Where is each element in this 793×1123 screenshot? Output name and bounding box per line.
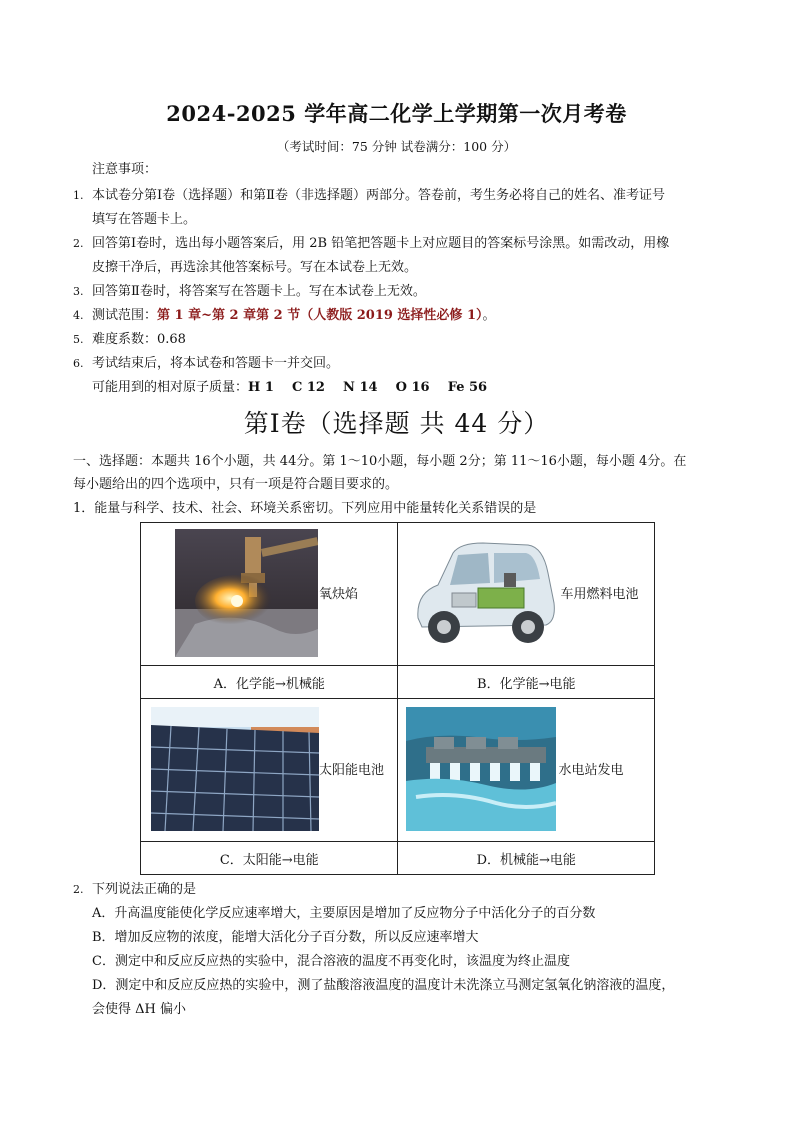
notice-num-3: 3.: [73, 285, 84, 298]
notice-item-1-line-1: 本试卷分第Ⅰ卷（选择题）和第Ⅱ卷（非选择题）两部分。答卷前，考生务必将自己的姓名、准考证号: [92, 188, 665, 203]
notice-num-5: 5.: [73, 333, 84, 346]
q2-option-b: B．增加反应物的浓度，能增大活化分子百分数，所以反应速率增大: [92, 930, 479, 945]
section-title: 第Ⅰ卷（选择题 共 44 分）: [243, 409, 550, 438]
q1-option-b: B．化学能→电能: [398, 666, 655, 699]
atomic-mass-label: 可能用到的相对原子质量：: [92, 380, 249, 395]
q1-cell-b-label: 车用燃料电池: [560, 587, 639, 602]
notice-num-1: 1.: [73, 189, 84, 202]
test-range: 第 1 章~第 2 章第 2 节（人教版 2019 选择性必修 1）: [157, 308, 483, 323]
solar-panel-photo: [151, 707, 319, 831]
notice-num-2: 2.: [73, 237, 84, 250]
notice-item-3: 回答第Ⅱ卷时，将答案写在答题卡上。写在本试卷上无效。: [92, 284, 426, 299]
q1-option-d: D．机械能→电能: [398, 842, 655, 875]
q1-cell-a-label: 氧炔焰: [319, 587, 359, 602]
page-title: 2024-2025 学年高二化学上学期第一次月考卷: [166, 101, 627, 126]
q1-cell-d-image: [398, 699, 655, 842]
hydropower-station-photo: [406, 707, 556, 831]
notice-num-4: 4.: [73, 309, 84, 322]
q2-num: 2.: [73, 883, 84, 896]
notice-item-4: [92, 306, 496, 326]
notice-num-6: 6.: [73, 357, 84, 370]
atomic-mass-values: H 1 C 12 N 14 O 16 Fe 56: [248, 380, 488, 395]
q2-stem: 下列说法正确的是: [92, 882, 197, 897]
q1-option-a: A．化学能→机械能: [141, 666, 398, 699]
q1-stem: 1．能量与科学、技术、社会、环境关系密切。下列应用中能量转化关系错误的是: [73, 501, 537, 516]
test-range-suffix: 。: [482, 308, 496, 323]
q2-option-a: A．升高温度能使化学反应速率增大，主要原因是增加了反应物分子中活化分子的百分数: [92, 906, 596, 921]
test-range-label: 测试范围：: [92, 308, 158, 323]
q1-cell-c-label: 太阳能电池: [319, 763, 385, 778]
notice-item-2-line-2: 皮擦干净后，再选涂其他答案标号。写在本试卷上无效。: [92, 260, 418, 275]
q1-cell-c-image: [141, 699, 398, 842]
fuel-cell-car-illustration: [408, 533, 558, 655]
notice-item-6: 考试结束后，将本试卷和答题卡一并交回。: [92, 356, 340, 371]
q1-cell-d-label: 水电站发电: [558, 763, 624, 778]
section-instructions-line-2: 每小题给出的四个选项中，只有一项是符合题目要求的。: [73, 477, 399, 492]
q1-option-table: [140, 522, 655, 875]
q2-option-d-cont: 会使得 ΔH 偏小: [92, 1002, 186, 1017]
q2-option-d: D．测定中和反应反应热的实验中，测了盐酸溶液温度的温度计未洗涤立马测定氢氧化钠溶液的温度，: [92, 978, 675, 993]
q1-cell-a-image: [141, 523, 398, 666]
q1-option-c: C．太阳能→电能: [141, 842, 398, 875]
notice-item-2-line-1: 回答第Ⅰ卷时，选出每小题答案后，用 2B 铅笔把答题卡上对应题目的答案标号涂黑。如需改动，用橡: [92, 236, 670, 251]
atomic-mass-line: [92, 378, 487, 398]
section-instructions-line-1: 一、选择题：本题共 16个小题，共 44分。第 1～10小题，每小题 2分；第 11～16小题，每小题 4分。在: [73, 454, 687, 469]
q1-cell-b-image: [398, 523, 655, 666]
notice-heading: 注意事项：: [92, 162, 158, 177]
notice-item-1-line-2: 填写在答题卡上。: [92, 212, 197, 227]
notice-item-5: 难度系数：0.68: [92, 332, 186, 347]
exam-info: （考试时间：75 分钟 试卷满分：100 分）: [276, 139, 517, 154]
q2-option-c: C．测定中和反应反应热的实验中，混合溶液的温度不再变化时，该温度为终止温度: [92, 954, 570, 969]
oxyacetylene-flame-photo: [175, 529, 318, 657]
